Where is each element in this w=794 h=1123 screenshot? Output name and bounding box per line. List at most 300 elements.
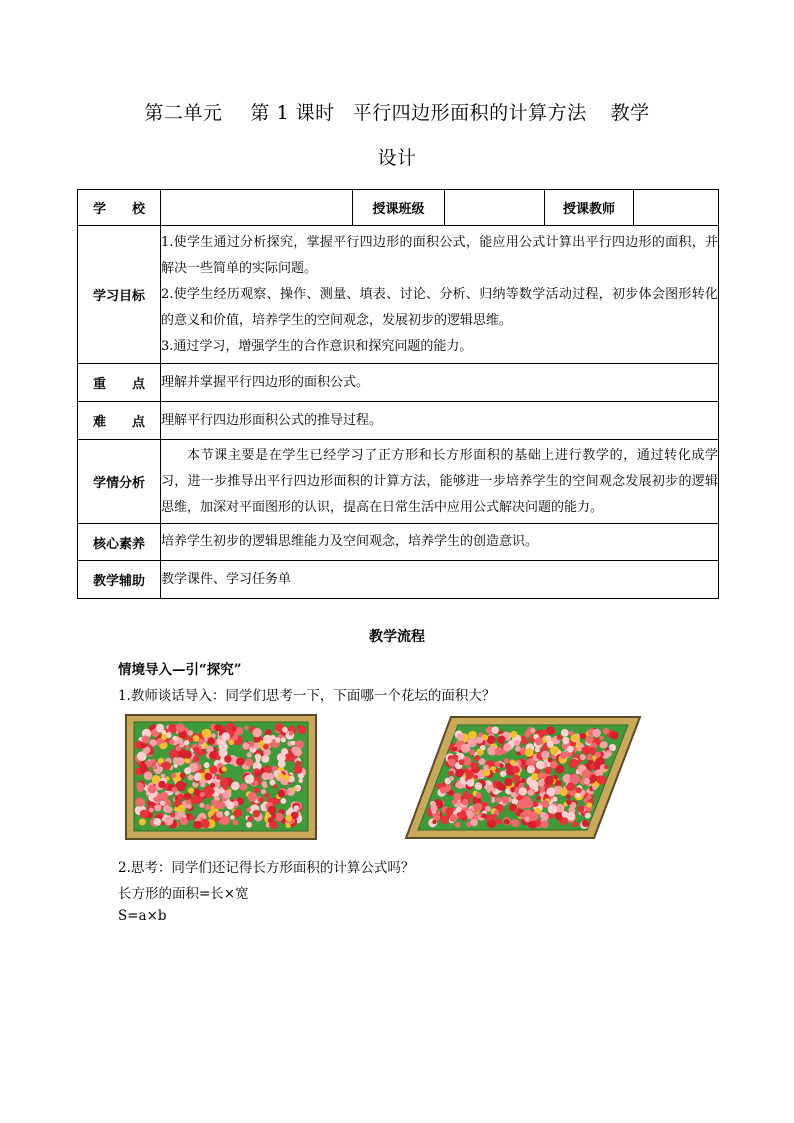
flower-dot bbox=[193, 747, 199, 753]
flower-dot bbox=[184, 793, 191, 800]
flower-dot bbox=[535, 747, 540, 752]
flower-dot bbox=[475, 782, 483, 790]
title-unit: 第二单元 bbox=[144, 102, 223, 124]
flower-dot bbox=[299, 778, 304, 783]
rectangle-flowerbed-image bbox=[125, 714, 317, 840]
flower-dot bbox=[455, 822, 461, 828]
flower-dot bbox=[546, 787, 555, 796]
flower-dot bbox=[462, 799, 469, 806]
flower-dot bbox=[569, 759, 578, 768]
section-intro-heading: 情境导入—引“探究” bbox=[118, 662, 242, 678]
label-school: 学 校 bbox=[78, 190, 161, 226]
flower-dot bbox=[140, 763, 147, 770]
flower-dot bbox=[168, 724, 177, 733]
flower-dot bbox=[207, 737, 215, 745]
analysis-content bbox=[161, 440, 719, 524]
flower-dot bbox=[560, 751, 568, 759]
flower-dot bbox=[495, 819, 501, 825]
label-class: 授课班级 bbox=[353, 190, 445, 226]
flower-dot bbox=[491, 799, 495, 803]
flower-dot bbox=[178, 794, 185, 801]
flower-dot bbox=[193, 756, 200, 763]
flower-dot bbox=[278, 790, 286, 798]
row-difficulty bbox=[78, 402, 719, 440]
flower-dot bbox=[207, 788, 214, 795]
label-key-point: 重 点 bbox=[78, 364, 161, 402]
row-goals bbox=[78, 226, 719, 364]
flow-heading: 教学流程 bbox=[369, 629, 425, 645]
flower-dot bbox=[483, 765, 489, 771]
flower-dot bbox=[273, 784, 278, 789]
flower-dot bbox=[545, 776, 554, 785]
flower-dot bbox=[216, 775, 221, 780]
flower-dot bbox=[465, 770, 474, 779]
flower-dot bbox=[567, 812, 576, 821]
flower-dot bbox=[517, 800, 526, 809]
flower-dot bbox=[455, 768, 464, 777]
flower-dot bbox=[256, 758, 261, 763]
flower-dot bbox=[254, 787, 260, 793]
flower-dot bbox=[512, 766, 520, 774]
flower-dot bbox=[569, 731, 574, 736]
flower-dot bbox=[566, 799, 572, 805]
row-key-point bbox=[78, 364, 719, 402]
flower-dot bbox=[180, 817, 188, 825]
goal-item: 1.使学生通过分析探究，掌握平行四边形的面积公式，能应用公式计算出平行四边形的面积，并解决一些简单的实际问题。 bbox=[161, 234, 718, 276]
flower-dot bbox=[161, 763, 166, 768]
flower-dot bbox=[204, 762, 210, 768]
flower-dot bbox=[161, 774, 166, 779]
flower-dot bbox=[487, 735, 496, 744]
literacy-text: 培养学生初步的逻辑思维能力及空间观念，培养学生的创造意识。 bbox=[161, 524, 719, 561]
flower-dot bbox=[515, 746, 521, 752]
flower-dot bbox=[432, 820, 436, 824]
flower-dot bbox=[525, 748, 534, 757]
flower-dot bbox=[277, 753, 286, 762]
flower-dot bbox=[514, 809, 519, 814]
label-literacy: 核心素养 bbox=[78, 524, 161, 561]
flower-dot bbox=[158, 781, 165, 788]
flower-dot bbox=[242, 742, 249, 749]
flower-dot bbox=[604, 765, 609, 770]
flower-dot bbox=[199, 803, 204, 808]
flower-dot bbox=[254, 781, 259, 786]
flower-dot bbox=[185, 745, 189, 749]
flower-dot bbox=[567, 782, 576, 791]
flower-dot bbox=[229, 740, 234, 745]
flower-dot bbox=[200, 819, 209, 828]
flower-dot bbox=[566, 794, 571, 799]
flower-dot bbox=[194, 773, 202, 781]
flower-dot bbox=[586, 736, 594, 744]
flower-dot bbox=[180, 772, 186, 778]
label-aids: 教学辅助 bbox=[78, 561, 161, 599]
row-aids bbox=[78, 561, 719, 599]
flower-dot bbox=[188, 787, 194, 793]
flower-dot bbox=[610, 731, 618, 739]
flower-dot bbox=[247, 816, 252, 821]
flower-dot bbox=[233, 809, 242, 818]
flower-dot bbox=[504, 819, 510, 825]
flower-dot bbox=[211, 808, 216, 813]
question-2: 2.思考：同学们还记得长方形面积的计算公式吗？ bbox=[118, 860, 415, 876]
flower-dot bbox=[582, 770, 592, 780]
flower-dot bbox=[525, 816, 530, 821]
flower-dot bbox=[580, 733, 587, 740]
flower-dot bbox=[562, 811, 569, 818]
flower-dot bbox=[605, 750, 612, 757]
flower-dot bbox=[221, 816, 230, 825]
flower-dot bbox=[571, 774, 580, 783]
flower-dot bbox=[459, 759, 465, 765]
flower-dot bbox=[521, 779, 526, 784]
flower-dot bbox=[522, 739, 528, 745]
flower-dot bbox=[233, 820, 239, 826]
flower-dot bbox=[498, 738, 504, 744]
label-goals: 学习目标 bbox=[78, 226, 161, 364]
flower-dot bbox=[161, 734, 167, 740]
flower-dot bbox=[583, 778, 590, 785]
flower-dot bbox=[224, 755, 232, 763]
flower-dot bbox=[504, 778, 512, 786]
flower-dot bbox=[470, 762, 478, 770]
flower-dot bbox=[567, 746, 574, 753]
question-1: 1.教师谈话导入：同学们思考一下，下面哪一个花坛的面积大？ bbox=[118, 688, 496, 704]
flower-dot bbox=[491, 726, 498, 733]
flower-dot bbox=[461, 744, 470, 753]
flower-dot bbox=[476, 736, 484, 744]
rect-area-formula-symbol: S=a×b bbox=[118, 908, 167, 924]
flower-dot bbox=[254, 743, 260, 749]
flower-dot bbox=[538, 780, 545, 787]
flower-dot bbox=[179, 785, 185, 791]
flower-dot bbox=[587, 802, 592, 807]
title-suffix: 教学 bbox=[610, 102, 650, 124]
flower-dot bbox=[261, 755, 269, 763]
flower-dot bbox=[562, 737, 569, 744]
flower-dot bbox=[491, 814, 497, 820]
flower-dot bbox=[136, 797, 145, 806]
flower-dot bbox=[519, 787, 527, 795]
flower-dot bbox=[263, 735, 272, 744]
flower-dot bbox=[204, 773, 212, 781]
flower-dot bbox=[246, 808, 251, 813]
flower-dot bbox=[581, 746, 590, 755]
flower-dot bbox=[448, 759, 456, 767]
flower-dot bbox=[261, 781, 266, 786]
flower-dot bbox=[295, 761, 301, 767]
flower-dot bbox=[592, 785, 597, 790]
goal-item: 3.通过学习，增强学生的合作意识和探究问题的能力。 bbox=[161, 338, 473, 354]
flower-dot bbox=[144, 771, 153, 780]
flower-dot bbox=[149, 808, 154, 813]
lesson-plan-table bbox=[77, 189, 719, 599]
flower-dot bbox=[150, 759, 155, 764]
document-title-line2: 设计 bbox=[377, 147, 417, 169]
flower-dot bbox=[262, 772, 270, 780]
flower-dot bbox=[209, 751, 217, 759]
flower-dot bbox=[452, 746, 457, 751]
flower-dot bbox=[546, 726, 555, 735]
flower-dot bbox=[202, 729, 212, 739]
flower-dot bbox=[580, 754, 586, 760]
flower-dot bbox=[499, 763, 504, 768]
flower-dot bbox=[592, 729, 601, 738]
label-analysis: 学情分析 bbox=[78, 440, 161, 524]
flower-dot bbox=[188, 730, 193, 735]
flower-dot bbox=[590, 765, 595, 770]
flower-dot bbox=[240, 783, 248, 791]
value-teacher bbox=[634, 190, 719, 226]
flower-dot bbox=[474, 803, 483, 812]
flower-dot bbox=[561, 729, 569, 737]
goals-content bbox=[161, 226, 719, 364]
flower-dot bbox=[231, 782, 240, 791]
flower-dot bbox=[209, 766, 217, 774]
flower-dot bbox=[540, 812, 547, 819]
flower-dot bbox=[455, 782, 461, 788]
key-point-text: 理解并掌握平行四边形的面积公式。 bbox=[161, 364, 719, 402]
title-topic: 平行四边形面积的计算方法 bbox=[352, 102, 587, 124]
flower-dot bbox=[226, 801, 234, 809]
flower-dot bbox=[291, 741, 296, 746]
flower-dot bbox=[474, 755, 480, 761]
label-teacher: 授课教师 bbox=[545, 190, 634, 226]
flower-dot bbox=[214, 724, 221, 731]
row-analysis bbox=[78, 440, 719, 524]
value-school bbox=[161, 190, 353, 226]
flower-dot bbox=[560, 788, 568, 796]
flower-dot bbox=[259, 797, 264, 802]
flower-dot bbox=[544, 767, 551, 774]
flower-dot bbox=[245, 774, 255, 784]
flower-dot bbox=[452, 799, 458, 805]
flower-dot bbox=[514, 740, 520, 746]
flower-dot bbox=[205, 804, 211, 810]
flower-dot bbox=[482, 813, 487, 818]
flower-dot bbox=[536, 761, 545, 770]
flower-dot bbox=[265, 812, 270, 817]
flower-dot bbox=[533, 801, 539, 807]
flower-dot bbox=[538, 772, 545, 779]
flower-dot bbox=[154, 804, 161, 811]
flower-dot bbox=[283, 774, 290, 781]
flower-dot bbox=[430, 805, 437, 812]
row-school bbox=[78, 190, 719, 226]
flower-dot bbox=[275, 737, 280, 742]
flower-dot bbox=[265, 750, 270, 755]
flower-dot bbox=[450, 814, 458, 822]
flower-dot bbox=[548, 804, 558, 814]
row-literacy bbox=[78, 524, 719, 561]
flower-dot bbox=[289, 731, 294, 736]
flower-dot bbox=[224, 811, 229, 816]
flower-dot bbox=[178, 805, 186, 813]
flower-dot bbox=[586, 794, 591, 799]
flower-dot bbox=[255, 772, 260, 777]
flower-dot bbox=[473, 775, 478, 780]
flower-dot bbox=[292, 787, 297, 792]
flower-dot bbox=[187, 804, 192, 809]
analysis-text: 本节课主要是在学生已经学习了正方形和长方形面积的基础上进行教学的，通过转化成学习，进一步推导出平行四边形面积的计算方法，能够进一步培养学生的空间观念发展初步的逻辑思维，加深对平面图形的认识，提高在日常生活中应用公式解决问题的能力。 bbox=[161, 447, 718, 515]
flower-dot bbox=[511, 819, 519, 827]
flower-dot bbox=[503, 743, 511, 751]
flower-dot bbox=[528, 821, 536, 829]
flower-dot bbox=[600, 742, 607, 749]
flower-dot bbox=[236, 757, 245, 766]
flower-dot bbox=[136, 783, 144, 791]
flower-dot bbox=[164, 816, 173, 825]
flower-dot bbox=[550, 746, 559, 755]
flower-dot bbox=[527, 765, 535, 773]
flower-dot bbox=[536, 796, 541, 801]
flower-dot bbox=[440, 787, 447, 794]
flower-dot bbox=[587, 754, 593, 760]
difficulty-text: 理解平行四边形面积公式的推导过程。 bbox=[161, 402, 719, 440]
flower-dot bbox=[599, 736, 603, 740]
flower-dot bbox=[531, 773, 539, 781]
value-class bbox=[445, 190, 545, 226]
flower-dot bbox=[541, 751, 549, 759]
flower-dot bbox=[200, 783, 205, 788]
flower-dot bbox=[246, 822, 252, 828]
flower-dot bbox=[176, 757, 184, 765]
flower-dot bbox=[529, 811, 538, 820]
flower-dot bbox=[196, 796, 203, 803]
flower-dot bbox=[203, 743, 208, 748]
flower-dot bbox=[512, 775, 520, 783]
flower-dot bbox=[557, 735, 563, 741]
flower-dot bbox=[176, 723, 185, 732]
flower-dot bbox=[148, 785, 156, 793]
flower-dot bbox=[188, 775, 194, 781]
flower-dot bbox=[150, 739, 157, 746]
flower-dot bbox=[535, 737, 543, 745]
flower-dot bbox=[153, 818, 161, 826]
flower-dot bbox=[457, 733, 465, 741]
flower-dot bbox=[276, 813, 283, 820]
flower-dot bbox=[476, 749, 483, 756]
flower-dot bbox=[545, 735, 551, 741]
flower-dot bbox=[529, 780, 539, 790]
flower-dot bbox=[171, 773, 176, 778]
flower-dot bbox=[247, 752, 252, 757]
flower-dot bbox=[168, 807, 173, 812]
flower-dot bbox=[496, 797, 502, 803]
flower-dot bbox=[500, 771, 506, 777]
flower-dot bbox=[495, 747, 504, 756]
flower-dot bbox=[495, 768, 500, 773]
flower-dot bbox=[223, 790, 232, 799]
flower-dot bbox=[140, 810, 149, 819]
flower-dot bbox=[232, 726, 237, 731]
flower-dot bbox=[298, 726, 307, 735]
flower-dot bbox=[595, 752, 601, 758]
flower-dot bbox=[603, 728, 609, 734]
flower-dot bbox=[210, 783, 215, 788]
label-difficulty: 难 点 bbox=[78, 402, 161, 440]
flower-dot bbox=[582, 820, 589, 827]
flower-dot bbox=[142, 735, 150, 743]
flower-dot bbox=[448, 771, 454, 777]
flower-dot bbox=[576, 787, 582, 793]
flower-dot bbox=[264, 793, 269, 798]
rect-area-formula-text: 长方形的面积=长×宽 bbox=[118, 886, 249, 902]
flower-dot bbox=[576, 793, 581, 798]
flower-dot bbox=[179, 742, 184, 747]
flower-dot bbox=[160, 800, 165, 805]
flower-dot bbox=[200, 792, 205, 797]
flower-dot bbox=[597, 776, 606, 785]
flower-dot bbox=[528, 789, 534, 795]
flower-dot bbox=[456, 807, 462, 813]
flower-dot bbox=[266, 729, 272, 735]
flower-dot bbox=[548, 758, 553, 763]
flower-dot bbox=[222, 732, 230, 740]
flower-dot bbox=[170, 812, 175, 817]
flower-dot bbox=[501, 796, 509, 804]
flower-dot bbox=[216, 811, 223, 818]
flower-dot bbox=[193, 821, 201, 829]
flower-dot bbox=[294, 805, 299, 810]
aids-text: 教学课件、学习任务单 bbox=[161, 561, 719, 599]
flower-dot bbox=[252, 728, 261, 737]
flower-dot bbox=[496, 781, 502, 787]
flower-dot bbox=[449, 776, 454, 781]
flower-dot bbox=[245, 758, 253, 766]
flower-dot bbox=[468, 794, 473, 799]
flower-dot bbox=[160, 743, 166, 749]
title-lesson: 第 1 课时 bbox=[250, 102, 335, 124]
flower-dot bbox=[293, 747, 302, 756]
flower-dot bbox=[152, 764, 157, 769]
flower-dot bbox=[285, 815, 292, 822]
flower-dot bbox=[213, 800, 222, 809]
flower-dot bbox=[281, 798, 287, 804]
flower-dot bbox=[552, 797, 557, 802]
flower-dot bbox=[469, 749, 475, 755]
flower-dot bbox=[184, 767, 191, 774]
flower-dot bbox=[268, 817, 274, 823]
parallelogram-flowerbed-image bbox=[404, 715, 642, 840]
flower-dot bbox=[267, 798, 272, 803]
flower-dot bbox=[282, 727, 288, 733]
flower-dot bbox=[139, 819, 146, 826]
flower-dot bbox=[230, 815, 235, 820]
flower-dot bbox=[172, 787, 178, 793]
flower-dot bbox=[585, 813, 591, 819]
flower-dot bbox=[457, 812, 462, 817]
flower-dot bbox=[253, 810, 260, 817]
flower-dot bbox=[220, 779, 228, 787]
flower-dot bbox=[263, 744, 269, 750]
flower-dot bbox=[193, 735, 200, 742]
flower-dot bbox=[189, 815, 194, 820]
flower-dot bbox=[222, 766, 227, 771]
flower-dot bbox=[510, 731, 517, 738]
flower-dot bbox=[577, 805, 584, 812]
flower-dot bbox=[540, 787, 545, 792]
flower-dot bbox=[470, 819, 478, 827]
flower-dot bbox=[286, 823, 291, 828]
flower-dot bbox=[281, 737, 286, 742]
flower-dot bbox=[530, 728, 535, 733]
flower-dot bbox=[169, 739, 174, 744]
flower-dot bbox=[467, 779, 475, 787]
flower-dot bbox=[248, 792, 257, 801]
flower-dot bbox=[542, 800, 550, 808]
document-title-line1 bbox=[80, 98, 714, 125]
